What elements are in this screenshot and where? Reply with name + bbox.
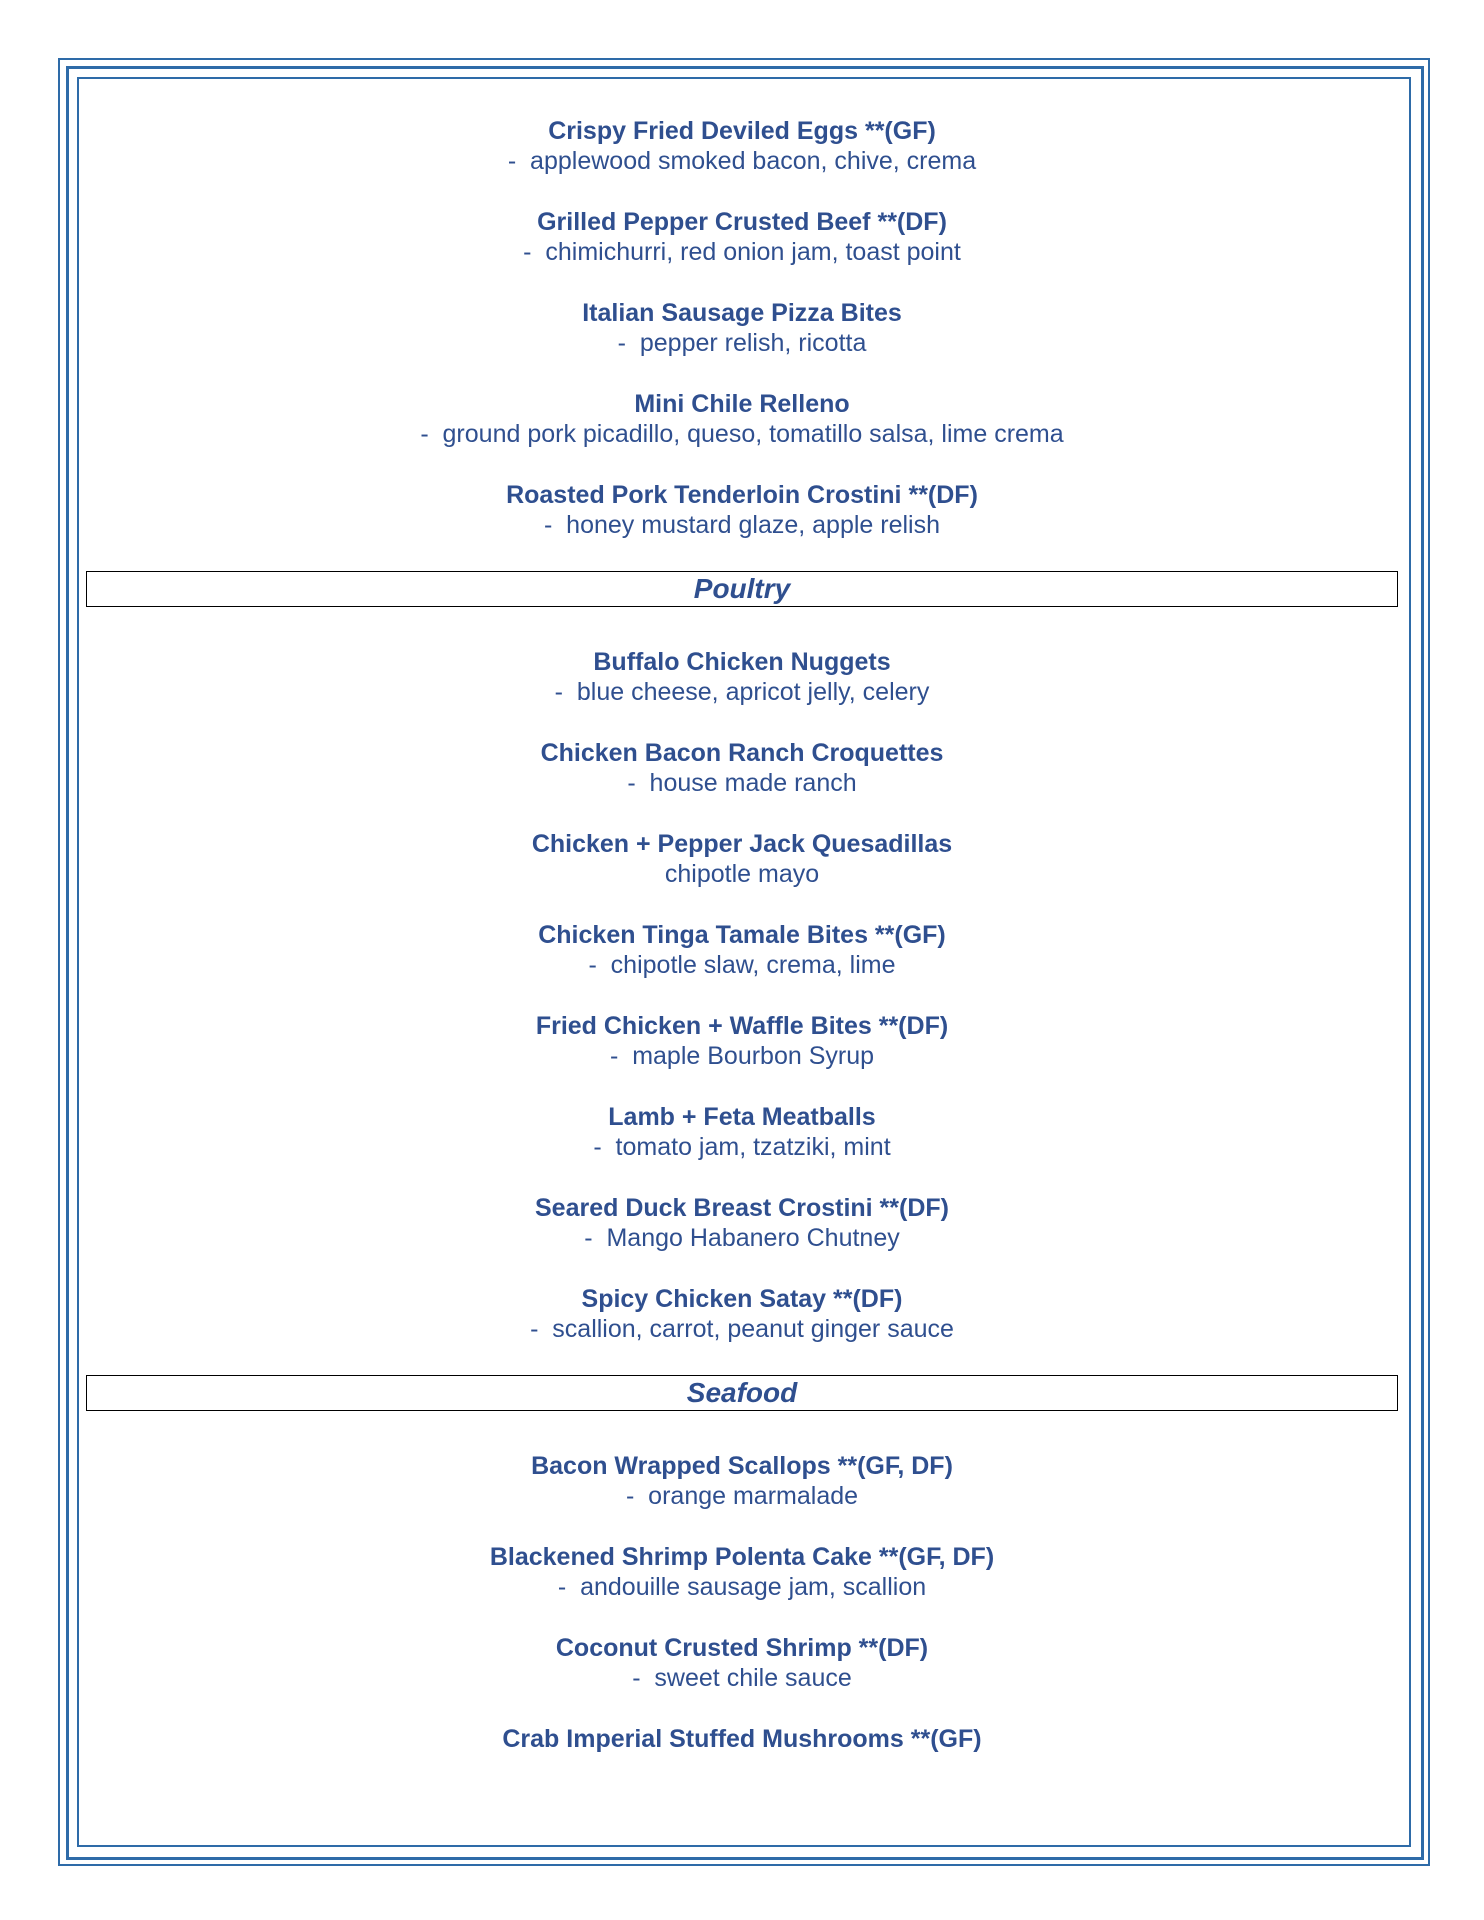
menu-item-description: - blue cheese, apricot jelly, celery: [554, 678, 930, 706]
menu-item-name: [86, 1542, 1398, 1572]
menu-item-title: Crab Imperial Stuffed Mushrooms: [502, 1725, 904, 1753]
menu-item-description: - orange marmalade: [625, 1482, 859, 1510]
dietary-tag: **(DF): [826, 1285, 903, 1313]
menu-item-description: - Mango Habanero Chutney: [584, 1224, 900, 1252]
menu-item-description: - honey mustard glaze, apple relish: [543, 511, 941, 539]
menu-item-name: [86, 1633, 1398, 1663]
menu-item: [86, 920, 1398, 981]
menu-item: [86, 116, 1398, 177]
menu-item: [86, 298, 1398, 359]
menu-item: [86, 1284, 1398, 1345]
menu-content: [86, 116, 1398, 1784]
menu-item-title: Grilled Pepper Crusted Beef: [537, 208, 871, 236]
menu-item-description: - pepper relish, ricotta: [617, 329, 867, 357]
dietary-tag: **(DF): [851, 1634, 929, 1662]
dietary-tag: **(DF): [872, 1194, 949, 1222]
dietary-tag: **(DF): [901, 481, 978, 509]
menu-item-name: [86, 738, 1398, 768]
dietary-tag: **(GF, DF): [830, 1452, 953, 1480]
menu-item-title: Fried Chicken + Waffle Bites: [535, 1012, 872, 1040]
menu-item-description: - scallion, carrot, peanut ginger sauce: [530, 1315, 954, 1343]
menu-item-title: Bacon Wrapped Scallops: [531, 1452, 831, 1480]
menu-item-title: Italian Sausage Pizza Bites: [582, 299, 902, 327]
menu-item-title: Spicy Chicken Satay: [581, 1285, 827, 1313]
menu-item: [86, 1451, 1398, 1512]
menu-item-title: Roasted Pork Tenderloin Crostini: [506, 481, 902, 509]
menu-item-description: - sweet chile sauce: [632, 1664, 852, 1692]
menu-item: [86, 647, 1398, 708]
dietary-tag: **(DF): [870, 208, 947, 236]
menu-item: [86, 738, 1398, 799]
menu-item: [86, 1633, 1398, 1694]
section-header-seafood: Seafood: [86, 1375, 1398, 1411]
dietary-tag: **(GF): [903, 1725, 982, 1753]
menu-item-title: Chicken + Pepper Jack Quesadillas: [531, 830, 953, 858]
menu-item-title: Chicken Bacon Ranch Croquettes: [540, 739, 944, 767]
menu-item-title: Seared Duck Breast Crostini: [534, 1194, 873, 1222]
menu-item-description: chipotle mayo: [664, 860, 820, 888]
menu-item-title: Blackened Shrimp Polenta Cake: [489, 1543, 872, 1571]
menu-item-name: [86, 1102, 1398, 1132]
menu-item-name: [86, 298, 1398, 328]
menu-item-description: - tomato jam, tzatziki, mint: [593, 1133, 891, 1161]
menu-item-name: [86, 829, 1398, 859]
menu-item-name: [86, 1724, 1398, 1754]
menu-item: [86, 389, 1398, 450]
menu-item-name: [86, 116, 1398, 146]
menu-item-description: - maple Bourbon Syrup: [609, 1042, 875, 1070]
dietary-tag: **(GF): [867, 921, 946, 949]
menu-item-title: Lamb + Feta Meatballs: [608, 1103, 876, 1131]
menu-item-description: - andouille sausage jam, scallion: [557, 1573, 927, 1601]
menu-item: [86, 480, 1398, 541]
menu-item-title: Mini Chile Relleno: [634, 390, 850, 418]
menu-item-title: Chicken Tinga Tamale Bites: [538, 921, 868, 949]
menu-item: [86, 1193, 1398, 1254]
menu-item: [86, 207, 1398, 268]
menu-item: [86, 829, 1398, 890]
menu-item-name: [86, 480, 1398, 510]
menu-item-description: - chipotle slaw, crema, lime: [588, 951, 896, 979]
menu-item-name: [86, 647, 1398, 677]
menu-item: [86, 1102, 1398, 1163]
menu-item-name: [86, 389, 1398, 419]
dietary-tag: **(GF): [858, 117, 936, 145]
dietary-tag: **(DF): [871, 1012, 949, 1040]
menu-item-description: - house made ranch: [627, 769, 857, 797]
menu-item-name: [86, 920, 1398, 950]
menu-item-title: Coconut Crusted Shrimp: [555, 1634, 852, 1662]
menu-item-name: [86, 1451, 1398, 1481]
menu-item-title: Buffalo Chicken Nuggets: [593, 648, 891, 676]
menu-item-description: - ground pork picadillo, queso, tomatillo salsa, lime crema: [420, 420, 1064, 448]
menu-item-name: [86, 1193, 1398, 1223]
menu-item-name: [86, 207, 1398, 237]
menu-item-name: [86, 1011, 1398, 1041]
menu-item-description: - chimichurri, red onion jam, toast point: [523, 238, 961, 266]
menu-item-description: - applewood smoked bacon, chive, crema: [507, 147, 977, 175]
menu-item: [86, 1011, 1398, 1072]
dietary-tag: **(GF, DF): [871, 1543, 995, 1571]
menu-item-name: [86, 1284, 1398, 1314]
menu-item-title: Crispy Fried Deviled Eggs: [548, 117, 859, 145]
section-header-poultry: Poultry: [86, 571, 1398, 607]
menu-item: [86, 1542, 1398, 1603]
menu-item: [86, 1724, 1398, 1754]
